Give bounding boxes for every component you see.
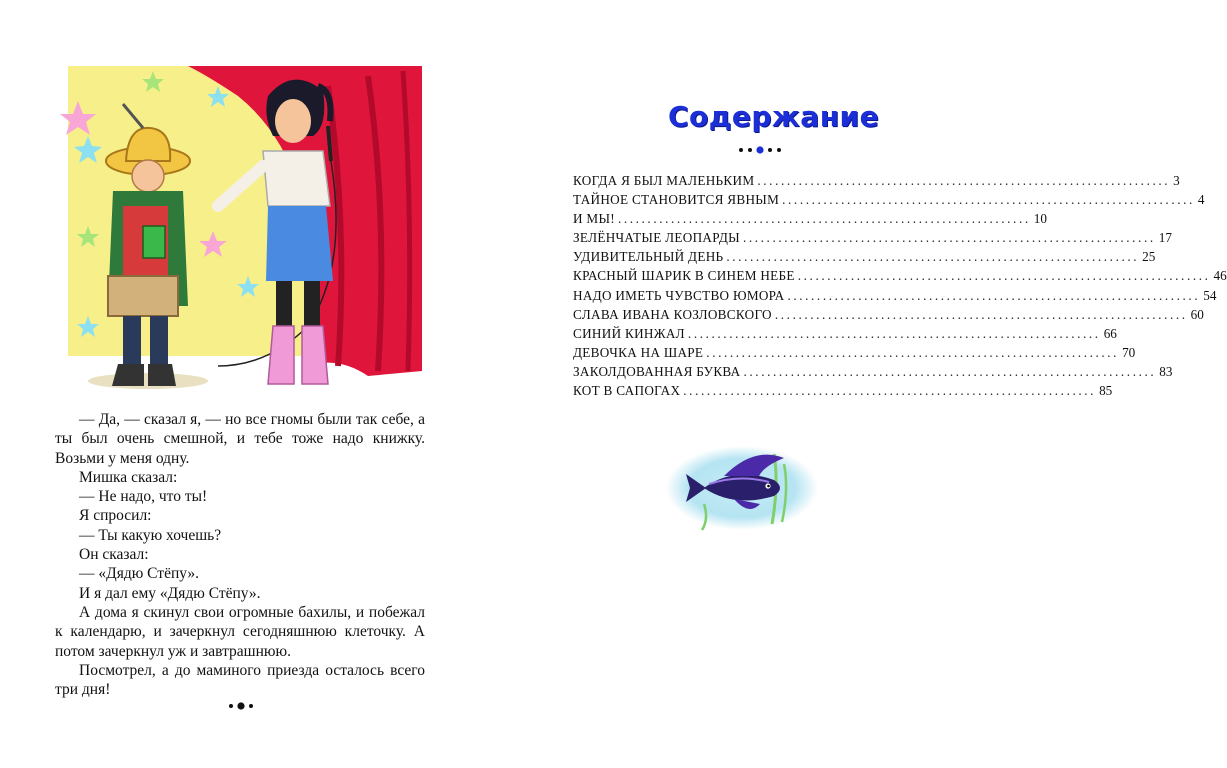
contents-item-title: ДЕВОЧКА НА ШАРЕ — [573, 344, 704, 360]
leader-dots: ...................................................................... — [787, 287, 1201, 303]
contents-item-title: И МЫ! — [573, 211, 615, 227]
story-paragraph: — Ты какую хочешь? — [79, 526, 222, 544]
contents-item-title: КОГДА Я БЫЛ МАЛЕНЬКИМ — [573, 173, 755, 188]
leader-dots: ...................................................................... — [726, 249, 1140, 265]
contents-item-page: 10 — [1033, 211, 1047, 227]
contents-item[interactable] — [573, 305, 1204, 324]
story-paragraph: А дома я скинул свои огромные бахилы, и побежал к календарю, и зачеркнул сегодняшнюю клеточку. А потом зачеркнул уж и завтрашнюю. — [55, 603, 425, 660]
contents-item-title: ЗАКОЛДОВАННАЯ БУКВА — [573, 363, 741, 379]
contents-item-page: 54 — [1203, 287, 1217, 303]
contents-item-title: ЗЕЛЁНЧАТЫЕ ЛЕОПАРДЫ — [573, 230, 740, 246]
story-paragraph: Он сказал: — [79, 546, 149, 564]
story-paragraph: И я дал ему «Дядю Стёпу». — [79, 584, 261, 602]
contents-list — [573, 171, 1227, 400]
story-paragraph: Я спросил: — [79, 507, 152, 525]
story-text — [55, 410, 425, 699]
stage-illustration — [68, 66, 422, 398]
contents-item-title: НАДО ИМЕТЬ ЧУВСТВО ЮМОРА — [573, 287, 785, 303]
stage-illustration-image — [68, 66, 422, 398]
contents-item-title: СИНИЙ КИНЖАЛ — [573, 325, 685, 341]
contents-item[interactable] — [573, 266, 1227, 285]
contents-item-page: 25 — [1142, 249, 1156, 265]
contents-item[interactable] — [573, 286, 1217, 305]
leader-dots: ...................................................................... — [757, 173, 1171, 188]
contents-item[interactable] — [573, 228, 1172, 247]
story-paragraph: — Да, — сказал я, — но все гномы были так себе, а ты был очень смешной, и тебе тоже надо книжку. Возьми у меня одну. — [55, 411, 425, 467]
story-paragraph: — Не надо, что ты! — [79, 488, 208, 506]
leader-dots: ...................................................................... — [683, 383, 1097, 399]
contents-item[interactable] — [573, 209, 1047, 228]
contents-item-page: 83 — [1159, 363, 1173, 379]
leader-dots: ...................................................................... — [743, 363, 1157, 379]
story-paragraph: Мишка сказал: — [79, 468, 178, 486]
ornament-dots-icon — [228, 701, 254, 711]
contents-item-page: 70 — [1122, 344, 1136, 360]
contents-item[interactable] — [573, 362, 1173, 381]
contents-item[interactable] — [573, 324, 1117, 343]
contents-item[interactable] — [573, 190, 1205, 209]
contents-item-page: 4 — [1197, 192, 1205, 208]
contents-item-page: 17 — [1158, 230, 1172, 246]
contents-item[interactable] — [573, 247, 1156, 266]
leader-dots: ...................................................................... — [617, 211, 1031, 227]
contents-item[interactable] — [573, 381, 1113, 400]
contents-item-title: КОТ В САПОГАХ — [573, 383, 681, 399]
leader-dots: ...................................................................... — [797, 268, 1211, 284]
contents-item-title: УДИВИТЕЛЬНЫЙ ДЕНЬ — [573, 249, 724, 265]
contents-item-page: 3 — [1173, 173, 1180, 188]
contents-item[interactable] — [573, 343, 1136, 362]
contents-item-page: 85 — [1099, 383, 1113, 399]
left-page — [0, 0, 500, 768]
leader-dots: ...................................................................... — [782, 192, 1195, 208]
contents-item-title: СЛАВА ИВАНА КОЗЛОВСКОГО — [573, 306, 772, 322]
leader-dots: ...................................................................... — [687, 325, 1101, 341]
contents-item-page: 46 — [1213, 268, 1227, 284]
story-paragraph: — «Дядю Стёпу». — [79, 565, 200, 583]
fish-illustration — [664, 444, 820, 532]
contents-title: Содержание — [668, 100, 880, 133]
contents-item-page: 60 — [1190, 306, 1204, 322]
leader-dots: ...................................................................... — [706, 344, 1120, 360]
ornament-dots-icon — [738, 145, 782, 155]
story-paragraph: Посмотрел, а до маминого приезда осталось всего три дня! — [55, 661, 425, 699]
contents-item-page: 66 — [1103, 325, 1117, 341]
leader-dots: ...................................................................... — [774, 306, 1188, 322]
contents-item-title: ТАЙНОЕ СТАНОВИТСЯ ЯВНЫМ — [573, 192, 780, 208]
leader-dots: ...................................................................... — [742, 230, 1156, 246]
contents-item[interactable] — [573, 171, 1180, 190]
contents-item-title: КРАСНЫЙ ШАРИК В СИНЕМ НЕБЕ — [573, 268, 795, 284]
